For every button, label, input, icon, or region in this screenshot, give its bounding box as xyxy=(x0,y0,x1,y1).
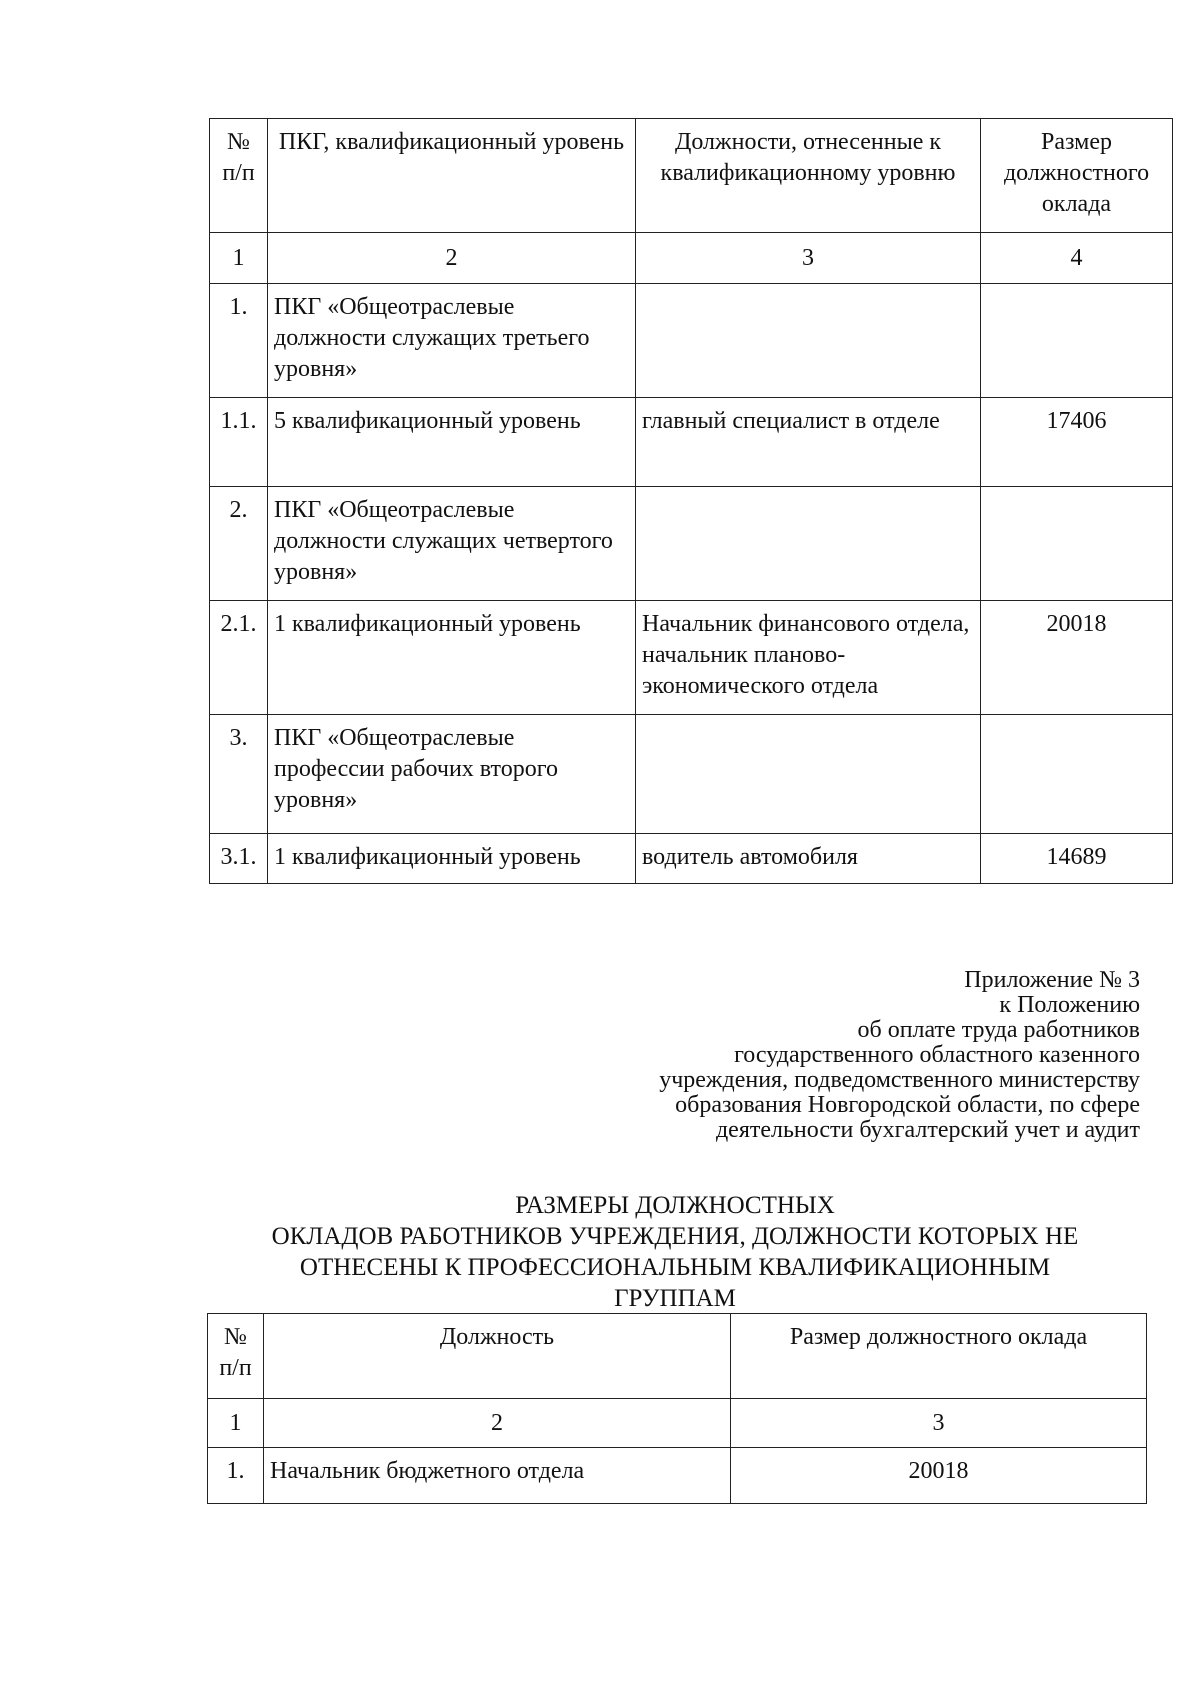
row-positions: Начальник финансового отдела, начальник планово-экономического отдела xyxy=(636,601,981,715)
row-number: 2. xyxy=(210,487,268,601)
row-salary: 17406 xyxy=(981,398,1173,487)
appendix-line: к Положению xyxy=(999,992,1140,1018)
title-line: ОТНЕСЕНЫ К ПРОФЕССИОНАЛЬНЫМ КВАЛИФИКАЦИОННЫМ xyxy=(299,1254,1051,1281)
title-line: ГРУППАМ xyxy=(614,1285,736,1312)
column-index: 3 xyxy=(636,233,981,284)
row-salary: 20018 xyxy=(731,1448,1147,1504)
column-index: 2 xyxy=(264,1399,731,1448)
header-number: № п/п xyxy=(210,119,268,233)
section-title xyxy=(210,1190,1140,1314)
table-row xyxy=(210,834,1173,884)
header-pkg-level: ПКГ, квалификационный уровень xyxy=(268,119,636,233)
row-level: ПКГ «Общеотраслевые профессии рабочих второго уровня» xyxy=(268,715,636,834)
row-number: 1. xyxy=(208,1448,264,1504)
row-salary: 14689 xyxy=(981,834,1173,884)
appendix-note xyxy=(540,968,1140,1143)
row-level: 1 квалификационный уровень xyxy=(268,834,636,884)
row-number: 1. xyxy=(210,284,268,398)
row-salary xyxy=(981,284,1173,398)
row-salary xyxy=(981,715,1173,834)
appendix-line: деятельности бухгалтерский учет и аудит xyxy=(715,1117,1140,1143)
column-index: 1 xyxy=(208,1399,264,1448)
row-level: ПКГ «Общеотраслевые должности служащих четвертого уровня» xyxy=(268,487,636,601)
row-level: 5 квалификационный уровень xyxy=(268,398,636,487)
table-row xyxy=(210,398,1173,487)
column-index: 1 xyxy=(210,233,268,284)
row-positions xyxy=(636,487,981,601)
column-index: 3 xyxy=(731,1399,1147,1448)
column-index: 2 xyxy=(268,233,636,284)
table-row xyxy=(210,284,1173,398)
row-level: 1 квалификационный уровень xyxy=(268,601,636,715)
appendix-line: Приложение № 3 xyxy=(964,967,1140,993)
title-line: РАЗМЕРЫ ДОЛЖНОСТНЫХ xyxy=(515,1192,835,1219)
appendix-line: об оплате труда работников xyxy=(857,1017,1140,1043)
table-row xyxy=(210,487,1173,601)
table-header-row xyxy=(208,1314,1147,1399)
header-positions: Должности, отнесенные к квалификационному уровню xyxy=(636,119,981,233)
header-number: № п/п xyxy=(208,1314,264,1399)
appendix-line: образования Новгородской области, по сфере xyxy=(675,1092,1140,1118)
row-positions: главный специалист в отделе xyxy=(636,398,981,487)
appendix-line: государственного областного казенного xyxy=(734,1042,1140,1068)
column-index-row xyxy=(208,1399,1147,1448)
row-positions xyxy=(636,715,981,834)
row-level: ПКГ «Общеотраслевые должности служащих третьего уровня» xyxy=(268,284,636,398)
header-salary: Размер должностного оклада xyxy=(731,1314,1147,1399)
row-number: 2.1. xyxy=(210,601,268,715)
table-row xyxy=(208,1448,1147,1504)
appendix-line: учреждения, подведомственного министерству xyxy=(659,1067,1140,1093)
non-pkg-salary-table xyxy=(207,1313,1147,1504)
row-number: 3. xyxy=(210,715,268,834)
row-number: 3.1. xyxy=(210,834,268,884)
positions-salary-table xyxy=(209,118,1173,884)
header-position: Должность xyxy=(264,1314,731,1399)
row-salary xyxy=(981,487,1173,601)
row-number: 1.1. xyxy=(210,398,268,487)
title-line: ОКЛАДОВ РАБОТНИКОВ УЧРЕЖДЕНИЯ, ДОЛЖНОСТИ КОТОРЫХ НЕ xyxy=(271,1223,1079,1250)
row-position: Начальник бюджетного отдела xyxy=(264,1448,731,1504)
column-index-row xyxy=(210,233,1173,284)
row-salary: 20018 xyxy=(981,601,1173,715)
column-index: 4 xyxy=(981,233,1173,284)
row-positions xyxy=(636,284,981,398)
table-header-row xyxy=(210,119,1173,233)
header-salary: Размер должностного оклада xyxy=(981,119,1173,233)
table-row xyxy=(210,715,1173,834)
row-positions: водитель автомобиля xyxy=(636,834,981,884)
table-row xyxy=(210,601,1173,715)
